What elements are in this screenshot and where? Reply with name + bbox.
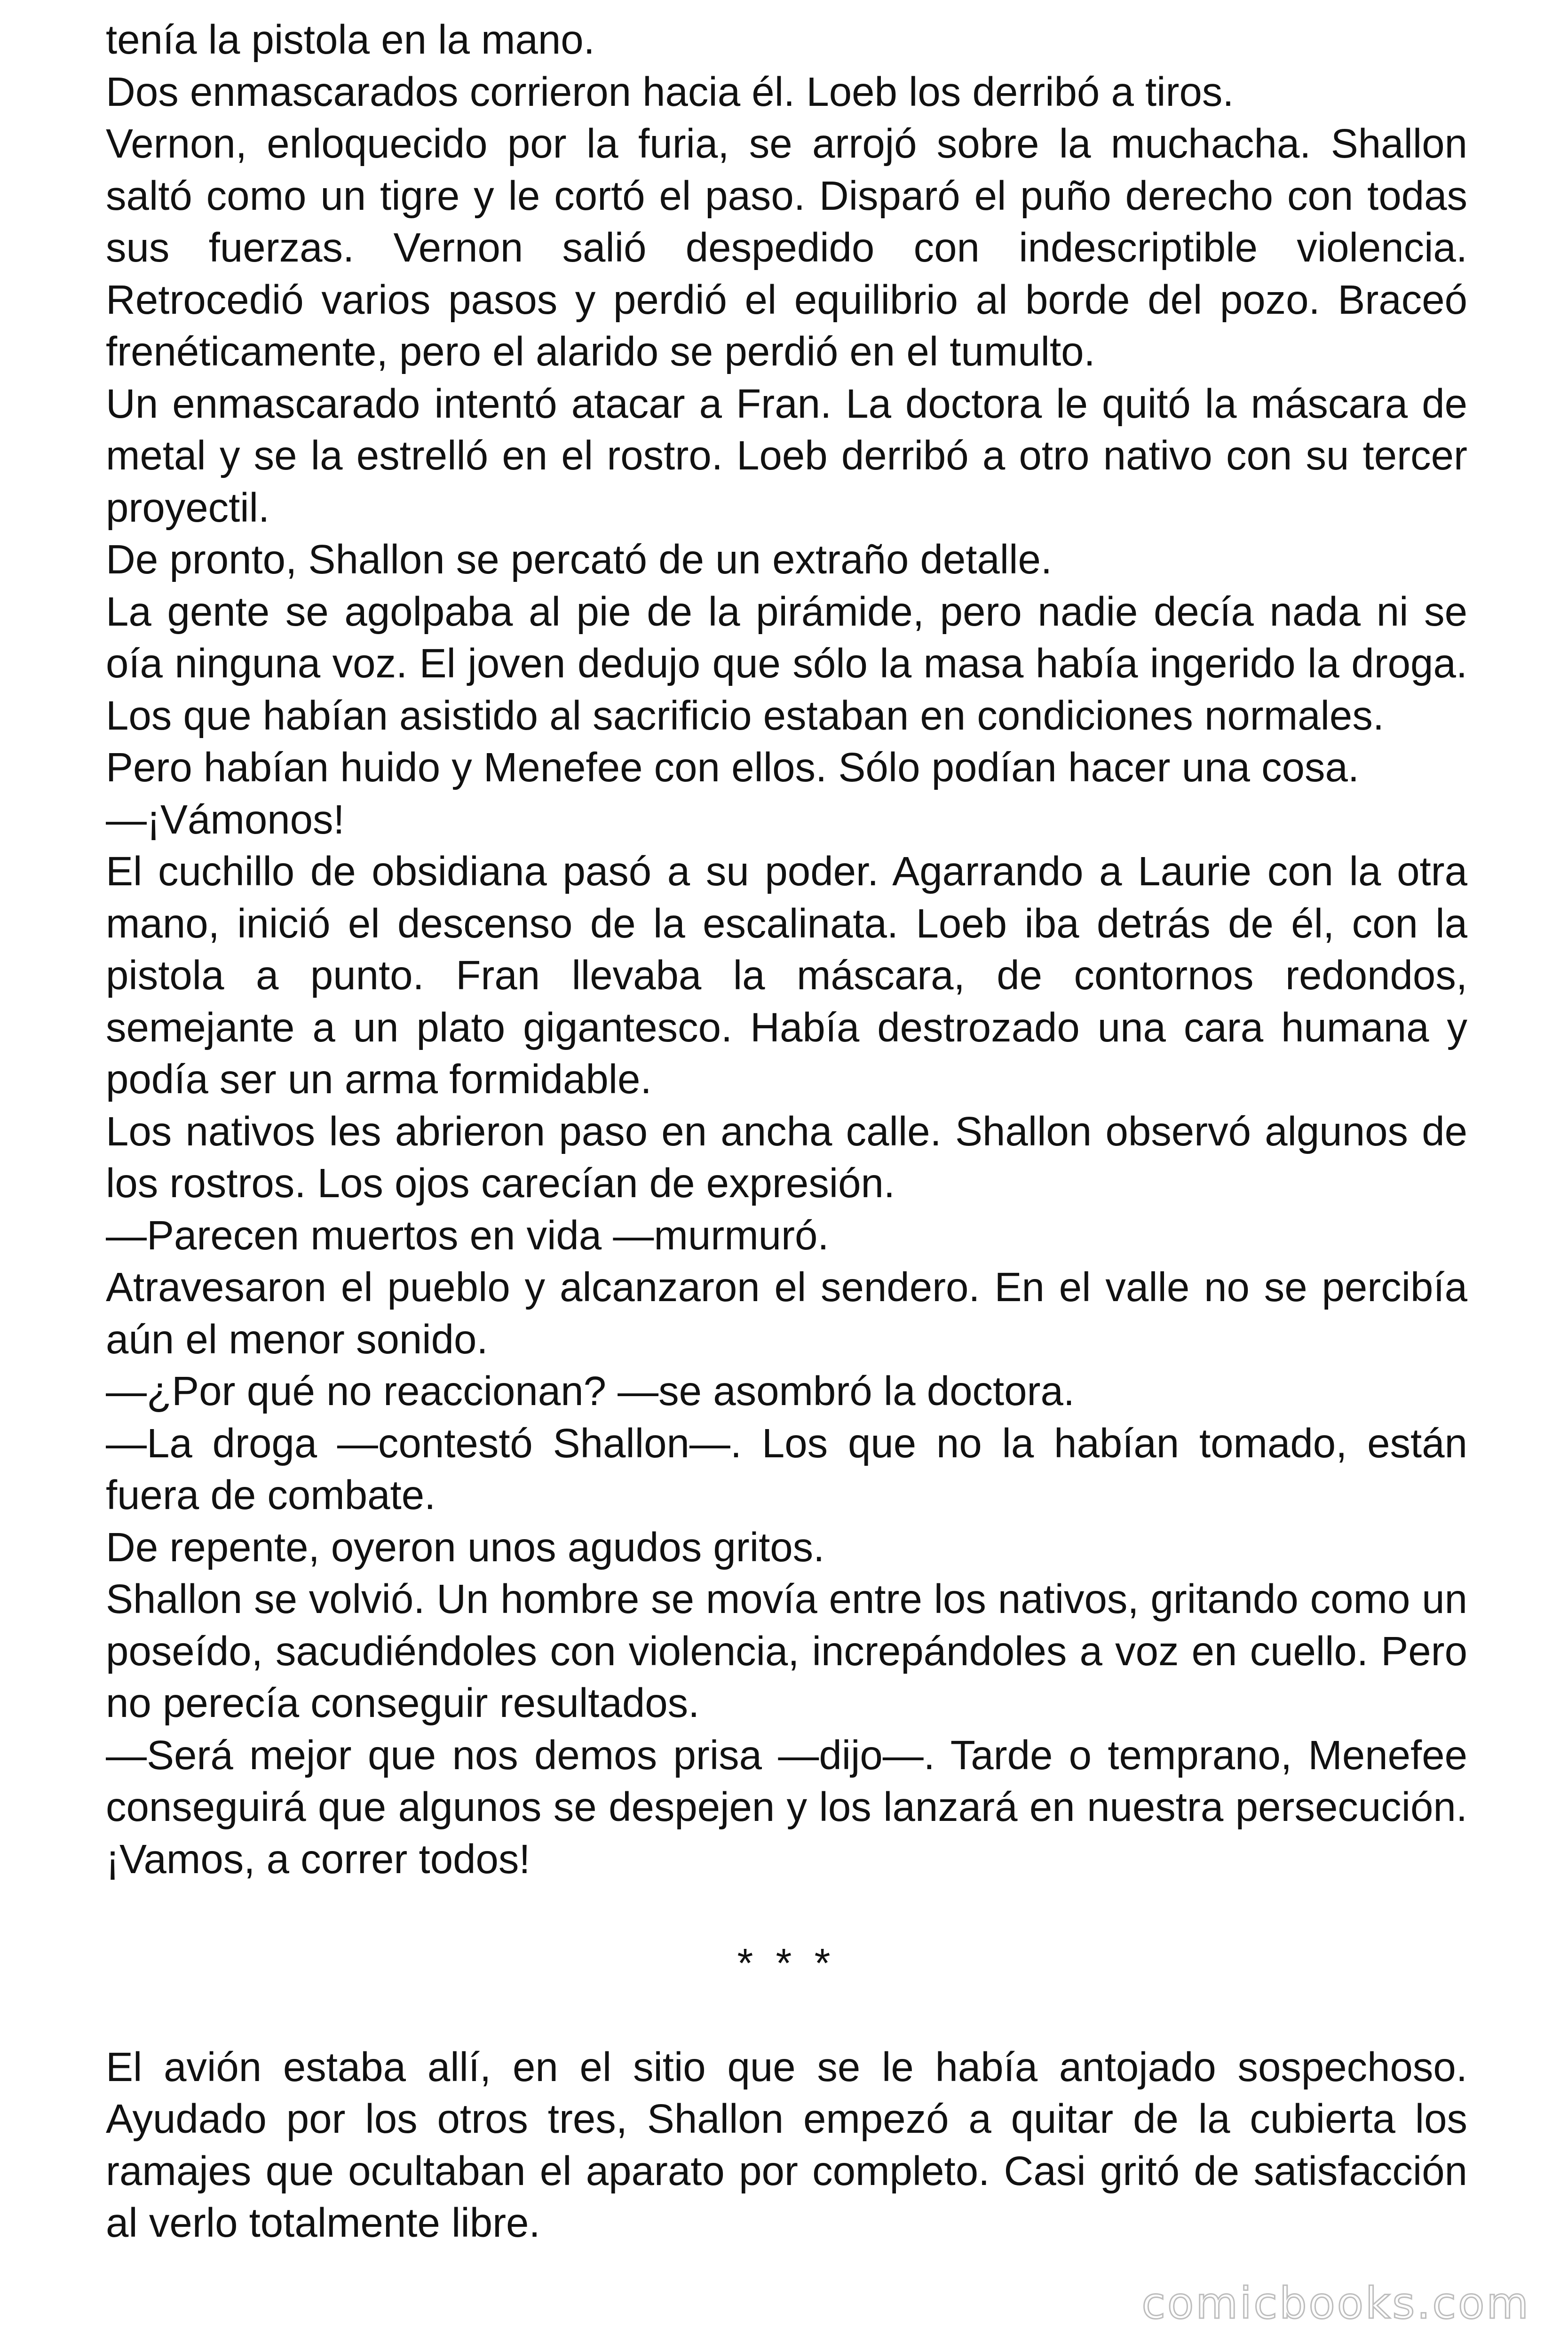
paragraph: De pronto, Shallon se percató de un extraño detalle. [106,537,1053,582]
paragraph: —¿Por qué no reaccionan? —se asombró la doctora. [106,1368,1075,1414]
paragraph: El avión estaba allí, en el sitio que se le había antojado sospechoso. Ayudado por los otros tres, Shallon empezó a quitar de la cubierta los ramajes que ocultaban el aparato por completo. Casi gritó de satisfacción al verlo totalmente libre. [106,2044,1467,2246]
paragraph: Pero habían huido y Menefee con ellos. Sólo podían hacer una cosa. [106,745,1360,790]
paragraph: —¡Vámonos! [106,796,345,842]
section-separator [106,1885,1467,2042]
paragraph: La gente se agolpaba al pie de la pirámide, pero nadie decía nada ni se oía ninguna voz. El joven dedujo que sólo la masa había ingerido la droga. Los que habían asistido al sacrificio estaban en condiciones normales. [106,588,1467,739]
paragraph: —La droga —contestó Shallon—. Los que no la habían tomado, están fuera de combate. [106,1420,1467,1518]
paragraph: —Será mejor que nos demos prisa —dijo—. Tarde o temprano, Menefee conseguirá que algunos se despejen y los lanzará en nuestra persecución. ¡Vamos, a correr todos! [106,1732,1467,1882]
separator-stars: * * * [737,1940,836,1986]
paragraph: De repente, oyeron unos agudos gritos. [106,1524,825,1570]
paragraph: —Parecen muertos en vida —murmuró. [106,1212,829,1258]
paragraph: Shallon se volvió. Un hombre se movía entre los nativos, gritando como un poseído, sacudiéndoles con violencia, increpándoles a voz en cuello. Pero no perecía conseguir resultados. [106,1576,1467,1726]
paragraph: Atravesaron el pueblo y alcanzaron el sendero. En el valle no se percibía aún el menor sonido. [106,1264,1467,1362]
watermark-logo: comicbooks.com [1141,2278,1530,2328]
paragraph: Un enmascarado intentó atacar a Fran. La doctora le quitó la máscara de metal y se la estrelló en el rostro. Loeb derribó a otro nativo con su tercer proyectil. [106,381,1467,531]
paragraph: Los nativos les abrieron paso en ancha calle. Shallon observó algunos de los rostros. Los ojos carecían de expresión. [106,1108,1467,1206]
paragraph: Dos enmascarados corrieron hacia él. Loeb los derribó a tiros. [106,69,1234,115]
paragraph: tenía la pistola en la mano. [106,17,595,63]
paragraph: Vernon, enloquecido por la furia, se arrojó sobre la muchacha. Shallon saltó como un tigre y le cortó el paso. Disparó el puño derecho con todas sus fuerzas. Vernon salió despedido con indescriptible violencia. Retrocedió varios pasos y perdió el equilibrio al borde del pozo. Braceó frenéticamente, pero el alarido se perdió en el tumulto. [106,121,1467,374]
page-text [106,14,1467,2249]
paragraph: El cuchillo de obsidiana pasó a su poder. Agarrando a Laurie con la otra mano, inició el descenso de la escalinata. Loeb iba detrás de él, con la pistola a punto. Fran llevaba la máscara, de contornos redondos, semejante a un plato gigantesco. Había destrozado una cara humana y podía ser un arma formidable. [106,849,1467,1102]
